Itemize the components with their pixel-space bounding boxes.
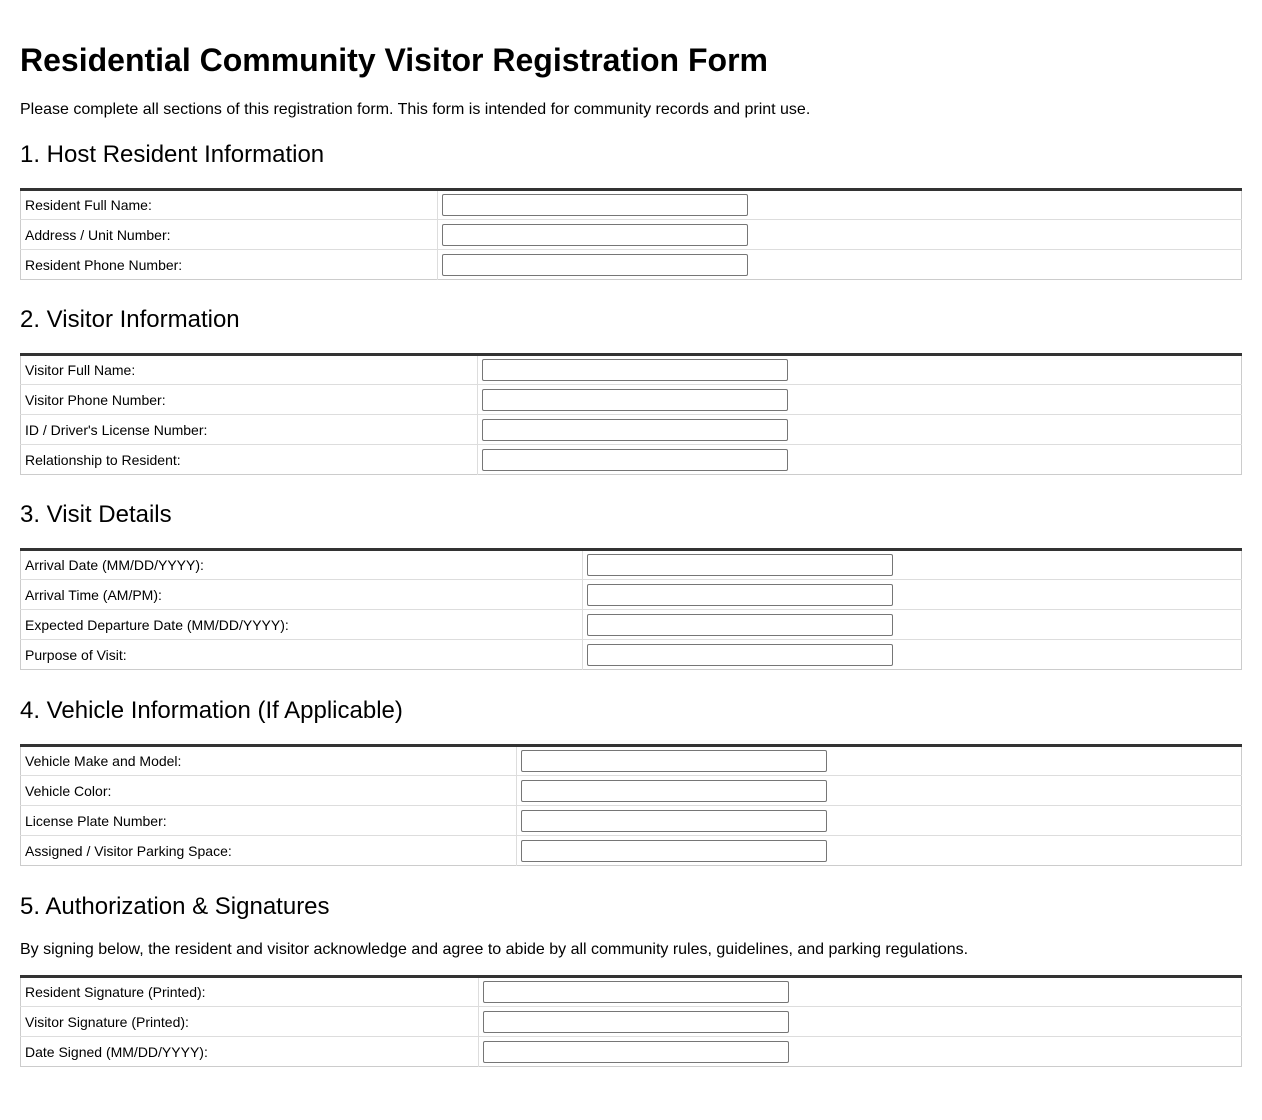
table-row — [21, 1007, 1242, 1037]
visitor-information-table — [20, 353, 1242, 475]
relationship-label: Relationship to Resident: — [21, 445, 478, 475]
visitor-phone-field[interactable] — [482, 389, 788, 411]
table-row — [21, 806, 1242, 836]
arrival-date-field[interactable] — [587, 554, 893, 576]
table-row — [21, 550, 1242, 580]
purpose-of-visit-label: Purpose of Visit: — [21, 640, 583, 670]
section-heading-visitor-information: 2. Visitor Information — [20, 306, 240, 333]
parking-space-field[interactable] — [521, 840, 827, 862]
vehicle-color-field[interactable] — [521, 780, 827, 802]
table-row — [21, 610, 1242, 640]
visitor-signature-field[interactable] — [483, 1011, 789, 1033]
table-row — [21, 250, 1242, 280]
authorization-table — [20, 975, 1242, 1067]
resident-signature-label: Resident Signature (Printed): — [21, 977, 479, 1007]
vehicle-make-model-field[interactable] — [521, 750, 827, 772]
section-heading-host-resident: 1. Host Resident Information — [20, 141, 325, 168]
relationship-field[interactable] — [482, 449, 788, 471]
table-row — [21, 977, 1242, 1007]
arrival-time-field[interactable] — [587, 584, 893, 606]
table-row — [21, 746, 1242, 776]
table-row — [21, 640, 1242, 670]
visitor-signature-label: Visitor Signature (Printed): — [21, 1007, 479, 1037]
vehicle-make-model-label: Vehicle Make and Model: — [21, 746, 517, 776]
table-row — [21, 415, 1242, 445]
resident-full-name-field[interactable] — [442, 194, 748, 216]
table-row — [21, 190, 1242, 220]
arrival-time-label: Arrival Time (AM/PM): — [21, 580, 583, 610]
table-row — [21, 580, 1242, 610]
license-number-field[interactable] — [482, 419, 788, 441]
license-plate-label: License Plate Number: — [21, 806, 517, 836]
authorization-note: By signing below, the resident and visitor acknowledge and agree to abide by all community rules, guidelines, and parking regulations. — [20, 941, 969, 958]
departure-date-field[interactable] — [587, 614, 893, 636]
arrival-date-label: Arrival Date (MM/DD/YYYY): — [21, 550, 583, 580]
host-resident-table — [20, 188, 1242, 280]
table-row — [21, 355, 1242, 385]
form-instructions: Please complete all sections of this registration form. This form is intended for community records and print use. — [20, 101, 811, 118]
vehicle-information-table — [20, 744, 1242, 866]
visit-details-table — [20, 548, 1242, 670]
departure-date-label: Expected Departure Date (MM/DD/YYYY): — [21, 610, 583, 640]
section-heading-vehicle-information: 4. Vehicle Information (If Applicable) — [20, 697, 403, 724]
address-unit-field[interactable] — [442, 224, 748, 246]
visitor-full-name-field[interactable] — [482, 359, 788, 381]
visitor-phone-label: Visitor Phone Number: — [21, 385, 478, 415]
vehicle-color-label: Vehicle Color: — [21, 776, 517, 806]
visitor-full-name-label: Visitor Full Name: — [21, 355, 478, 385]
table-row — [21, 776, 1242, 806]
parking-space-label: Assigned / Visitor Parking Space: — [21, 836, 517, 866]
resident-phone-field[interactable] — [442, 254, 748, 276]
resident-full-name-label: Resident Full Name: — [21, 190, 438, 220]
section-heading-visit-details: 3. Visit Details — [20, 501, 172, 528]
table-row — [21, 1037, 1242, 1067]
table-row — [21, 385, 1242, 415]
page-title: Residential Community Visitor Registration Form — [20, 42, 768, 78]
resident-signature-field[interactable] — [483, 981, 789, 1003]
date-signed-field[interactable] — [483, 1041, 789, 1063]
address-unit-label: Address / Unit Number: — [21, 220, 438, 250]
table-row — [21, 445, 1242, 475]
table-row — [21, 836, 1242, 866]
resident-phone-label: Resident Phone Number: — [21, 250, 438, 280]
license-plate-field[interactable] — [521, 810, 827, 832]
purpose-of-visit-field[interactable] — [587, 644, 893, 666]
license-number-label: ID / Driver's License Number: — [21, 415, 478, 445]
section-heading-authorization: 5. Authorization & Signatures — [20, 893, 330, 920]
table-row — [21, 220, 1242, 250]
date-signed-label: Date Signed (MM/DD/YYYY): — [21, 1037, 479, 1067]
